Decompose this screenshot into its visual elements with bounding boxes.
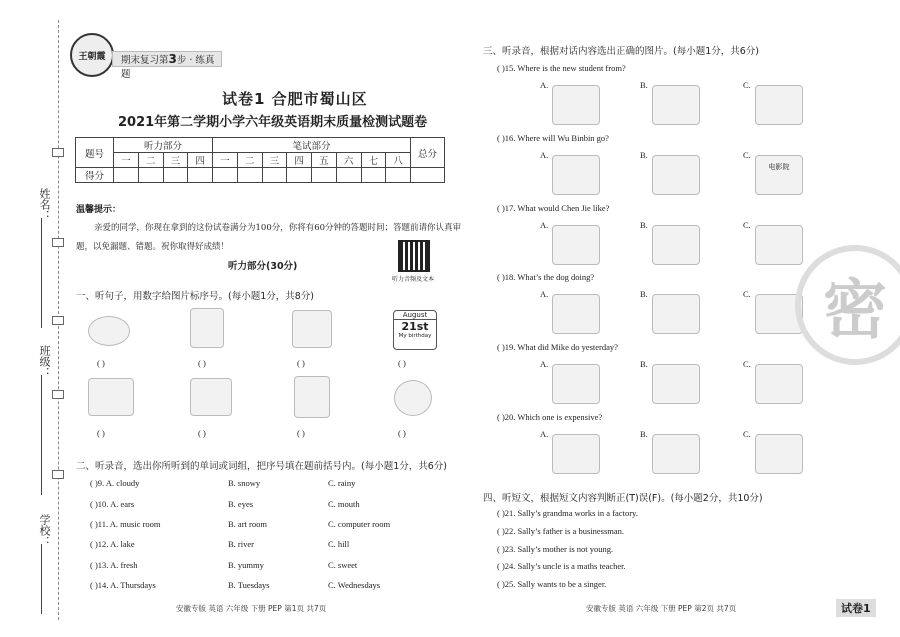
section4-title: 四、听短文，根据短文内容判断正(T)误(F)。(每小题2分，共10分) — [483, 493, 763, 504]
sec4-item[interactable]: ( )25. Sally wants to be a singer. — [497, 579, 607, 589]
answer-blank[interactable]: ( ) — [97, 428, 105, 438]
class-line — [41, 375, 42, 495]
sec4-item[interactable]: ( )24. Sally’s uncle is a maths teacher. — [497, 561, 626, 571]
header-cell-writing: 笔试部分 — [213, 138, 411, 153]
ball-image — [394, 380, 432, 416]
sec2-option: C. sweet — [328, 560, 358, 570]
shop-image — [755, 155, 803, 195]
sec2-question[interactable]: ( )10. A. ears — [90, 499, 135, 509]
sec2-option: B. eyes — [228, 499, 254, 509]
binding-hole — [52, 316, 64, 325]
tips-line1: 亲爱的同学，你现在拿到的这份试卷满分为100分，你将有60分钟的答题时间；答题前请你认真审 — [94, 223, 462, 233]
score-cell[interactable] — [114, 168, 139, 183]
snow-tree-image — [88, 378, 134, 416]
sec2-option: C. hill — [328, 539, 350, 549]
col-label: 三 — [262, 153, 287, 168]
sec2-option: C. Wednesdays — [328, 580, 381, 590]
sec4-item[interactable]: ( )22. Sally’s father is a businessman. — [497, 526, 625, 536]
sec3-question[interactable]: ( )20. Which one is expensive? — [497, 412, 603, 422]
cinema-image — [552, 155, 600, 195]
sweater-image — [652, 434, 700, 474]
dog-image — [552, 294, 600, 334]
col-label: 五 — [312, 153, 337, 168]
step-text: 期末复习第 — [121, 55, 169, 66]
sec2-question[interactable]: ( )11. A. music room — [90, 519, 161, 529]
calendar-note: My birthday — [398, 333, 432, 339]
school-label: 学校： — [38, 514, 51, 547]
option-label[interactable]: B. — [640, 80, 648, 90]
name-label: 姓名： — [38, 188, 51, 221]
sec3-question[interactable]: ( )19. What did Mike do yesterday? — [497, 342, 618, 352]
sec2-option: B. art room — [228, 519, 267, 529]
sec2-question[interactable]: ( )12. A. lake — [90, 539, 135, 549]
sec4-item[interactable]: ( )23. Sally’s mother is not young. — [497, 544, 614, 554]
brand-logo: 王朝霞 — [70, 33, 114, 77]
option-label[interactable]: A. — [540, 80, 549, 90]
header-cell-listening: 听力部分 — [114, 138, 213, 153]
calendar-day: 21st — [401, 320, 429, 333]
option-label[interactable]: A. — [540, 429, 549, 439]
option-label[interactable]: C. — [743, 289, 751, 299]
dress-image — [552, 434, 600, 474]
sec2-option: C. rainy — [328, 478, 356, 488]
score-cell[interactable] — [336, 168, 361, 183]
sec3-question[interactable]: ( )15. Where is the new student from? — [497, 63, 626, 73]
option-label[interactable]: B. — [640, 220, 648, 230]
tips-line2: 题，以免漏题、错题。祝你取得好成绩！ — [76, 242, 230, 252]
col-label: 二 — [237, 153, 262, 168]
opera-house-image — [755, 85, 803, 125]
sec2-question[interactable]: ( )14. A. Thursdays — [90, 580, 156, 590]
sec2-option: B. Tuesdays — [228, 580, 270, 590]
class-label: 班级： — [38, 345, 51, 378]
school-line — [41, 544, 42, 614]
listening-title: 听力部分(30分) — [228, 261, 298, 272]
score-cell[interactable] — [411, 168, 445, 183]
section1-title: 一、听句子，用数字给图片标序号。(每小题1分，共8分) — [76, 291, 315, 302]
paper-badge: 试卷1 — [836, 599, 876, 617]
confidential-stamp: 密 — [795, 245, 900, 365]
name-line — [41, 218, 42, 328]
binding-hole — [52, 470, 64, 479]
dog-dancing-image — [652, 294, 700, 334]
sec2-question[interactable]: ( )13. A. fresh — [90, 560, 138, 570]
footer-left: 安徽专版 英语 六年级 下册 PEP 第1页 共7页 — [176, 604, 327, 613]
footer-right: 安徽专版 英语 六年级 下册 PEP 第2页 共7页 — [586, 604, 737, 613]
option-label[interactable]: C. — [743, 80, 751, 90]
answer-blank[interactable]: ( ) — [398, 358, 406, 368]
option-label[interactable]: C. — [743, 220, 751, 230]
option-label[interactable]: C. — [743, 359, 751, 369]
answer-blank[interactable]: ( ) — [97, 358, 105, 368]
option-label[interactable]: B. — [640, 150, 648, 160]
mooncake-image — [88, 316, 130, 346]
sec2-option: C. mouth — [328, 499, 360, 509]
score-cell[interactable] — [287, 168, 312, 183]
sec2-option: B. snowy — [228, 478, 261, 488]
option-label[interactable]: A. — [540, 289, 549, 299]
score-cell[interactable] — [138, 168, 163, 183]
sec4-item[interactable]: ( )21. Sally’s grandma works in a factory. — [497, 508, 638, 518]
option-label[interactable]: A. — [540, 359, 549, 369]
step-banner — [112, 51, 222, 80]
score-cell[interactable] — [237, 168, 262, 183]
paper-subtitle: 2021年第二学期小学六年级英语期末质量检测试题卷 — [118, 115, 428, 130]
sec2-option: B. yummy — [228, 560, 264, 570]
bigben-image — [652, 85, 700, 125]
sec3-question[interactable]: ( )17. What would Chen Jie like? — [497, 203, 610, 213]
header-cell-question: 题号 — [76, 138, 114, 168]
calendar-month: August — [394, 311, 436, 320]
step-number: 3 — [168, 52, 177, 66]
singer-image — [292, 310, 332, 348]
col-label: 七 — [361, 153, 386, 168]
option-label[interactable]: B. — [640, 359, 648, 369]
sandwich-image — [755, 225, 803, 265]
boy-reading-image — [755, 364, 803, 404]
tips-heading: 温馨提示： — [76, 205, 122, 215]
header-cell-total: 总分 — [411, 138, 445, 168]
bread-image — [652, 225, 700, 265]
section3-title: 三、听录音，根据对话内容选出正确的图片。(每小题1分，共6分) — [483, 46, 760, 57]
col-label: 一 — [213, 153, 238, 168]
score-row-label: 得分 — [76, 168, 114, 183]
answer-blank[interactable]: ( ) — [297, 428, 305, 438]
answer-blank[interactable]: ( ) — [198, 358, 206, 368]
col-label: 四 — [287, 153, 312, 168]
binding-hole — [52, 238, 64, 247]
score-cell[interactable] — [163, 168, 188, 183]
cinema-sign: 电影院 — [768, 163, 790, 171]
answer-blank[interactable]: ( ) — [297, 358, 305, 368]
hamburger-image — [552, 225, 600, 265]
col-label: 一 — [114, 153, 139, 168]
sec3-question[interactable]: ( )16. Where will Wu Binbin go? — [497, 133, 609, 143]
option-label[interactable]: C. — [743, 429, 751, 439]
col-label: 四 — [188, 153, 213, 168]
section2-title: 二、听录音，选出你所听到的单词或词组，把序号填在题前括号内。(每小题1分，共6分) — [76, 461, 448, 472]
option-label[interactable]: A. — [540, 150, 549, 160]
boy-image — [190, 308, 224, 348]
option-label[interactable]: A. — [540, 220, 549, 230]
washing-image — [552, 364, 600, 404]
bridge-image — [552, 85, 600, 125]
col-label: 三 — [163, 153, 188, 168]
qr-caption: 听力音频及文本 — [392, 276, 435, 283]
answer-blank[interactable]: ( ) — [398, 428, 406, 438]
score-cell[interactable] — [312, 168, 337, 183]
sec2-question[interactable]: ( )9. A. cloudy — [90, 478, 140, 488]
option-label[interactable]: B. — [640, 429, 648, 439]
cleaning-image — [652, 364, 700, 404]
robot-image — [652, 155, 700, 195]
score-cell[interactable] — [213, 168, 238, 183]
woman-image — [294, 376, 330, 418]
score-table — [75, 137, 445, 183]
qr-code[interactable] — [398, 240, 430, 272]
calendar-image — [393, 310, 437, 350]
sec2-option: B. river — [228, 539, 254, 549]
col-label: 二 — [138, 153, 163, 168]
step-suffix: 步 · 练真题 — [121, 55, 215, 80]
kitchen-image — [190, 378, 232, 416]
score-cell[interactable] — [262, 168, 287, 183]
option-label[interactable]: C. — [743, 150, 751, 160]
scarf-image — [755, 434, 803, 474]
sec2-option: C. computer room — [328, 519, 391, 529]
score-cell[interactable] — [188, 168, 213, 183]
answer-blank[interactable]: ( ) — [198, 428, 206, 438]
binding-hole — [52, 148, 64, 157]
col-label: 六 — [336, 153, 361, 168]
score-cell[interactable] — [386, 168, 411, 183]
score-cell[interactable] — [361, 168, 386, 183]
paper-title: 试卷1 合肥市蜀山区 — [222, 90, 368, 108]
sec3-question[interactable]: ( )18. What’s the dog doing? — [497, 272, 595, 282]
option-label[interactable]: B. — [640, 289, 648, 299]
col-label: 八 — [386, 153, 411, 168]
binding-hole — [52, 390, 64, 399]
